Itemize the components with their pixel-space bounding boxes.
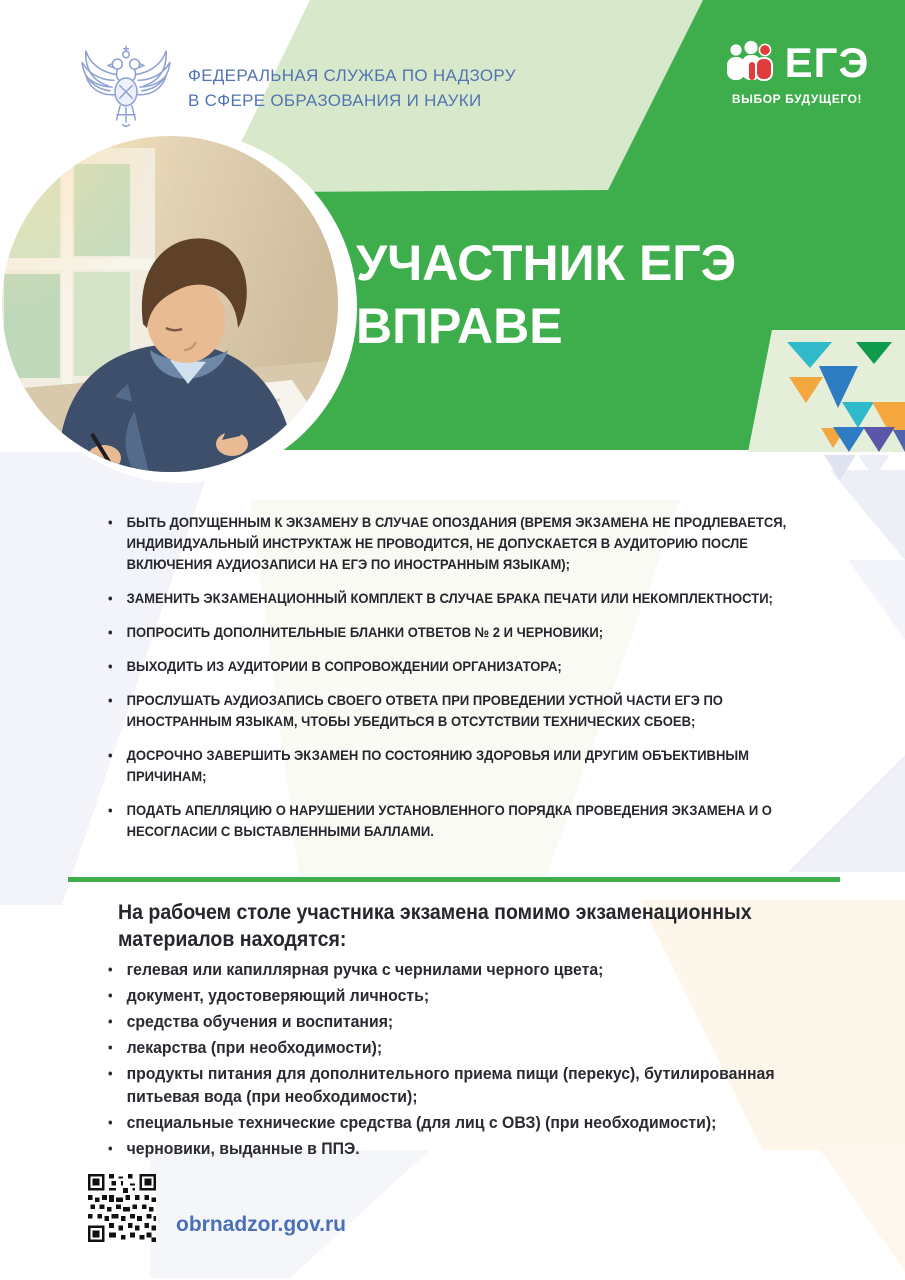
section-divider bbox=[68, 877, 840, 882]
ege-slogan: ВЫБОР БУДУЩЕГО! bbox=[731, 92, 863, 106]
desk-list-item bbox=[108, 1036, 798, 1059]
desk-item-text: средства обучения и воспитания; bbox=[126, 1012, 394, 1031]
rights-list-item bbox=[108, 512, 804, 575]
poster-title-line2: ВПРАВЕ bbox=[356, 298, 563, 354]
rights-list-item bbox=[108, 690, 804, 732]
desk-list-item bbox=[108, 958, 798, 981]
bullet-dot: • bbox=[108, 747, 113, 763]
rights-list-item bbox=[108, 745, 804, 787]
rights-item-text: ЗАМЕНИТЬ ЭКЗАМЕНАЦИОННЫЙ КОМПЛЕКТ В СЛУЧАЕ БРАКА ПЕЧАТИ ИЛИ НЕКОМПЛЕКТНОСТИ; bbox=[126, 590, 773, 606]
ege-logo-block bbox=[712, 40, 882, 106]
rights-list-item bbox=[108, 800, 804, 842]
desk-list-item bbox=[108, 1010, 798, 1033]
rights-item-text: БЫТЬ ДОПУЩЕННЫМ К ЭКЗАМЕНУ В СЛУЧАЕ ОПОЗДАНИЯ (ВРЕМЯ ЭКЗАМЕНА НЕ ПРОДЛЕВАЕТСЯ, ИНДИВИДУАЛЬНЫЙ ИНСТРУКТАЖ НЕ ПРОВОДИТСЯ, НЕ ДОПУСКАЕТСЯ В АУДИТОРИЮ ПОСЛЕ ВКЛЮЧЕНИЯ АУДИОЗАПИСИ НА ЕГЭ ПО ИНОСТРАННЫМ ЯЗЫКАМ); bbox=[126, 514, 787, 572]
qr-code bbox=[88, 1174, 156, 1242]
desk-item-text: черновики, выданные в ППЭ. bbox=[126, 1139, 360, 1158]
bullet-dot: • bbox=[108, 1140, 113, 1156]
agency-name-line1: ФЕДЕРАЛЬНАЯ СЛУЖБА ПО НАДЗОРУ bbox=[188, 66, 516, 85]
desk-section-heading: На рабочем столе участника экзамена помимо экзаменационных материалов находятся: bbox=[118, 901, 752, 951]
poster-title bbox=[356, 232, 736, 358]
bullet-dot: • bbox=[108, 514, 113, 530]
desk-item-text: специальные технические средства (для лиц с ОВЗ) (при необходимости); bbox=[126, 1113, 717, 1132]
desk-items-list bbox=[108, 958, 798, 1163]
desk-list-item bbox=[108, 984, 798, 1007]
bullet-dot: • bbox=[108, 802, 113, 818]
ege-logo-text: ЕГЭ bbox=[784, 39, 870, 86]
bullet-dot: • bbox=[108, 658, 113, 674]
desk-item-text: продукты питания для дополнительного приема пищи (перекус), бутилированная питьевая вода (при необходимости); bbox=[126, 1064, 775, 1106]
rights-item-text: ПОПРОСИТЬ ДОПОЛНИТЕЛЬНЫЕ БЛАНКИ ОТВЕТОВ № 2 И ЧЕРНОВИКИ; bbox=[126, 624, 604, 640]
footer bbox=[88, 1174, 346, 1242]
bullet-dot: • bbox=[108, 624, 113, 640]
rights-item-text: ВЫХОДИТЬ ИЗ АУДИТОРИИ В СОПРОВОЖДЕНИИ ОРГАНИЗАТОРА; bbox=[126, 658, 562, 674]
bullet-dot: • bbox=[108, 1065, 113, 1081]
rights-item-text: ПРОСЛУШАТЬ АУДИОЗАПИСЬ СВОЕГО ОТВЕТА ПРИ ПРОВЕДЕНИИ УСТНОЙ ЧАСТИ ЕГЭ ПО ИНОСТРАННЫМ ЯЗЫКАМ, ЧТОБЫ УБЕДИТЬСЯ В ОТСУТСТВИИ ТЕХНИЧЕСКИХ СБОЕВ; bbox=[126, 692, 723, 729]
website-link[interactable]: obrnadzor.gov.ru bbox=[176, 1213, 346, 1236]
rights-list-item bbox=[108, 588, 804, 609]
rights-list bbox=[108, 512, 804, 855]
rosobrnadzor-eagle-emblem bbox=[78, 44, 174, 132]
desk-list-item bbox=[108, 1111, 798, 1134]
desk-list-item bbox=[108, 1137, 798, 1160]
bullet-dot: • bbox=[108, 590, 113, 606]
agency-name-line2: В СФЕРЕ ОБРАЗОВАНИЯ И НАУКИ bbox=[188, 91, 482, 110]
bullet-dot: • bbox=[108, 1013, 113, 1029]
rights-list-item bbox=[108, 656, 804, 677]
desk-item-text: документ, удостоверяющий личность; bbox=[126, 986, 430, 1005]
bullet-dot: • bbox=[108, 692, 113, 708]
desk-item-text: лекарства (при необходимости); bbox=[126, 1038, 383, 1057]
rights-item-text: ДОСРОЧНО ЗАВЕРШИТЬ ЭКЗАМЕН ПО СОСТОЯНИЮ ЗДОРОВЬЯ ИЛИ ДРУГИМ ОБЪЕКТИВНЫМ ПРИЧИНАМ; bbox=[126, 747, 749, 784]
bullet-dot: • bbox=[108, 961, 113, 977]
bullet-dot: • bbox=[108, 1039, 113, 1055]
rights-list-item bbox=[108, 622, 804, 643]
bullet-dot: • bbox=[108, 1114, 113, 1130]
student-writing-photo bbox=[0, 128, 362, 490]
bullet-dot: • bbox=[108, 987, 113, 1003]
poster-title-line1: УЧАСТНИК ЕГЭ bbox=[356, 235, 737, 291]
rights-item-text: ПОДАТЬ АПЕЛЛЯЦИЮ О НАРУШЕНИИ УСТАНОВЛЕННОГО ПОРЯДКА ПРОВЕДЕНИЯ ЭКЗАМЕНА И О НЕСОГЛАСИИ С ВЫСТАВЛЕННЫМИ БАЛЛАМИ. bbox=[126, 802, 772, 839]
desk-list-item bbox=[108, 1062, 798, 1108]
rosobrnadzor-logo-block bbox=[78, 44, 516, 132]
desk-item-text: гелевая или капиллярная ручка с чернилами черного цвета; bbox=[126, 960, 604, 979]
people-figures-icon bbox=[725, 40, 779, 88]
